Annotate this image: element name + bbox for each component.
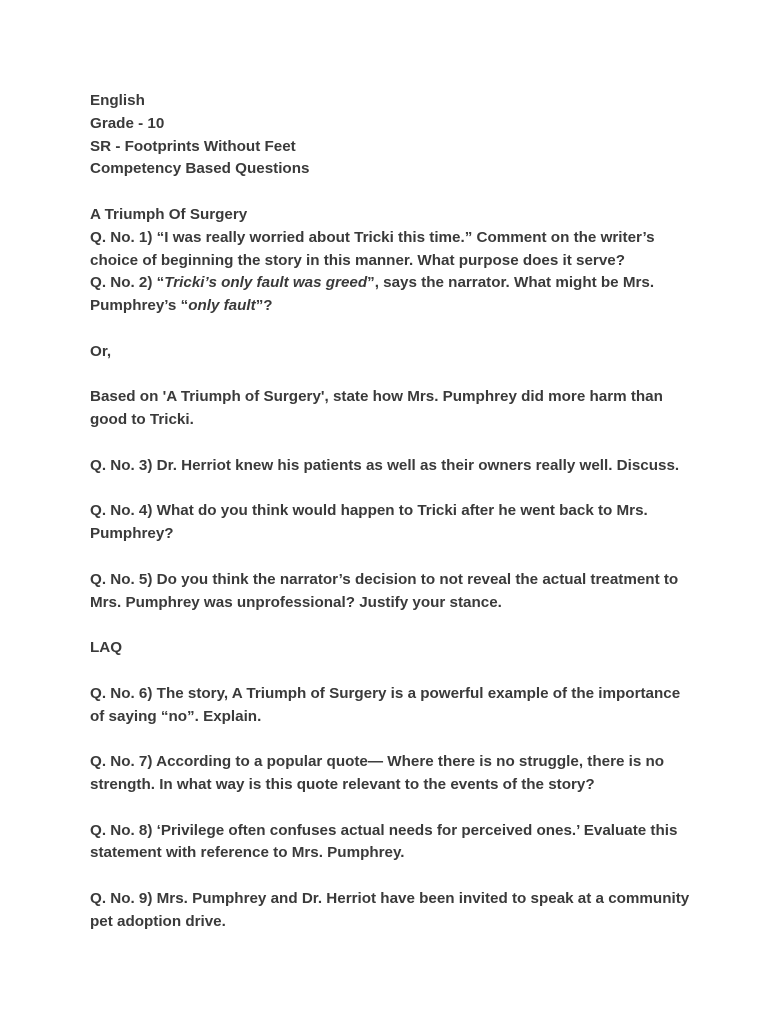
question-9: Q. No. 9) Mrs. Pumphrey and Dr. Herriot have been invited to speak at a community pet adoption drive. <box>90 889 690 930</box>
spacer <box>90 865 690 888</box>
spacer <box>90 546 690 569</box>
subject-line: English <box>90 92 145 109</box>
question-1: Q. No. 1) “I was really worried about Tricki this time.” Comment on the writer’s choice of beginning the story in this manner. What purpose does it serve? <box>90 228 655 269</box>
grade-line: Grade - 10 <box>90 114 165 132</box>
question-4: Q. No. 4) What do you think would happen to Tricki after he went back to Mrs. Pumphrey? <box>90 502 648 543</box>
question-2-suffix: ”? <box>255 297 273 315</box>
question-2-emphasis: only fault <box>188 297 256 315</box>
spacer <box>90 797 690 820</box>
section-line: Competency Based Questions <box>90 160 310 178</box>
spacer <box>90 181 690 204</box>
spacer <box>90 728 690 751</box>
spacer <box>90 432 690 455</box>
question-2-alternative: Based on 'A Triumph of Surgery', state how Mrs. Pumphrey did more harm than good to Tricki. <box>90 388 663 429</box>
question-5: Q. No. 5) Do you think the narrator’s decision to not reveal the actual treatment to Mrs. Pumphrey was unprofessional? Justify your stance. <box>90 570 679 611</box>
question-3: Q. No. 3) Dr. Herriot knew his patients as well as their owners really well. Discuss. <box>90 456 680 474</box>
question-2-prefix: Q. No. 2) “ <box>90 274 165 292</box>
spacer <box>90 364 690 387</box>
spacer <box>90 318 690 341</box>
question-6: Q. No. 6) The story, A Triumph of Surgery is a powerful example of the importance of saying “no”. Explain. <box>90 684 681 725</box>
document-page <box>90 90 690 933</box>
book-line: SR - Footprints Without Feet <box>90 137 296 155</box>
question-8: Q. No. 8) ‘Privilege often confuses actual needs for perceived ones.’ Evaluate this statement with reference to Mrs. Pumphrey. <box>90 821 678 862</box>
question-2-quote: Tricki’s only fault was greed <box>164 274 368 292</box>
laq-heading: LAQ <box>90 639 123 657</box>
spacer <box>90 660 690 683</box>
or-label: Or, <box>90 342 112 360</box>
question-2-middle: ”, says the narrator. What might be Mrs. Pumphrey’s “ <box>90 274 655 315</box>
question-7: Q. No. 7) According to a popular quote— Where there is no struggle, there is no strength. In what way is this quote relevant to the events of the story? <box>90 753 665 793</box>
question-2 <box>90 272 690 318</box>
spacer <box>90 478 690 501</box>
spacer <box>90 614 690 637</box>
chapter-title: A Triumph Of Surgery <box>90 205 248 223</box>
